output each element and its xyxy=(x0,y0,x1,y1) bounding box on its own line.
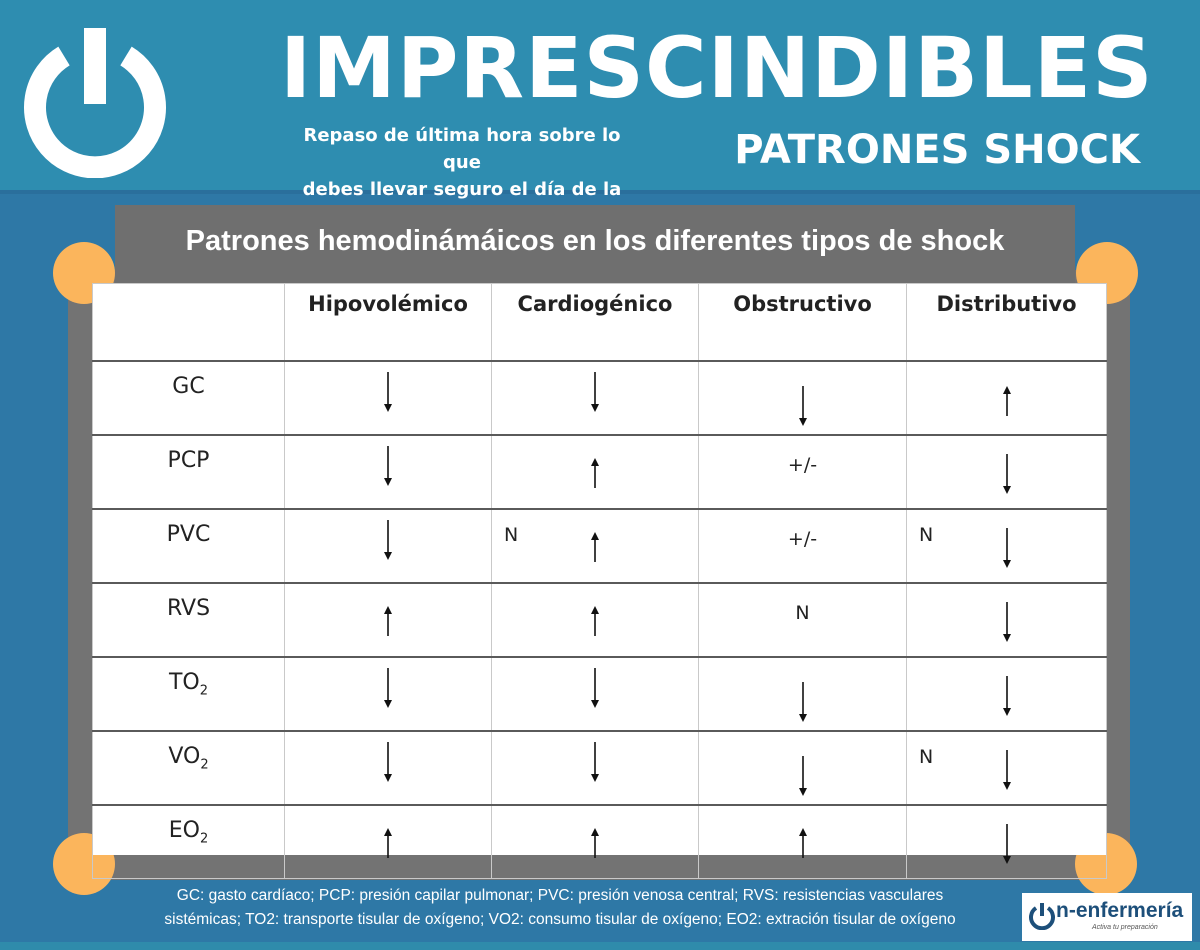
cell-obstructivo xyxy=(699,509,907,583)
row-label-text: PCP xyxy=(167,448,210,473)
cell-obstructivo xyxy=(699,583,907,657)
cell-value: +/- xyxy=(787,528,818,550)
row-label-text: TO xyxy=(168,670,200,695)
cell-cardiogenico xyxy=(492,361,699,435)
shock-patterns-table xyxy=(92,283,1106,855)
arrow-down-icon xyxy=(1001,602,1013,642)
arrow-down-icon xyxy=(589,668,601,708)
cell-value: +/- xyxy=(787,454,818,476)
arrow-up-icon xyxy=(1001,386,1013,416)
row-label-cell xyxy=(93,435,285,509)
cell-distributivo xyxy=(907,805,1107,879)
arrow-down-icon xyxy=(797,682,809,722)
row-label-text: PVC xyxy=(166,522,211,547)
footer-legend xyxy=(100,884,1020,932)
cell-cardiogenico xyxy=(492,731,699,805)
cell-cardiogenico xyxy=(492,657,699,731)
table-banner xyxy=(115,205,1075,283)
cell-distributivo xyxy=(907,435,1107,509)
logo-tagline: Activa tu preparación xyxy=(1092,924,1158,931)
banner-title: Patrones hemodinámáicos en los diferentes tipos de shock xyxy=(185,225,1005,257)
row-label-cell xyxy=(93,361,285,435)
table-header-row xyxy=(93,284,1107,362)
cell-distributivo xyxy=(907,361,1107,435)
cell-cardiogenico xyxy=(492,805,699,879)
cell-hipovolemico xyxy=(285,509,492,583)
arrow-down-icon xyxy=(589,742,601,782)
cell-hipovolemico xyxy=(285,657,492,731)
arrow-down-icon xyxy=(797,386,809,426)
arrow-up-icon xyxy=(589,828,601,858)
subtitle-line-2: debes llevar seguro el día de la xyxy=(302,179,622,200)
arrow-down-icon xyxy=(797,756,809,796)
footer-line-2: sistémicas; TO2: transporte tisular de oxígeno; VO2: consumo tisular de oxígeno; EO2: extración tisular de oxígeno xyxy=(164,911,956,928)
cell-hipovolemico xyxy=(285,583,492,657)
row-label-text: GC xyxy=(172,374,205,399)
table-row xyxy=(93,583,1107,657)
column-header-empty xyxy=(93,284,285,362)
table-row xyxy=(93,361,1107,435)
cell-value: N xyxy=(795,602,810,624)
arrow-up-icon xyxy=(589,606,601,636)
logo-text: n-enfermería xyxy=(1056,899,1184,922)
row-label xyxy=(93,670,284,698)
column-header-cardiogenico: Cardiogénico xyxy=(492,284,699,362)
table-row xyxy=(93,657,1107,731)
table-row xyxy=(93,509,1107,583)
arrow-up-icon xyxy=(589,532,601,562)
column-header-distributivo: Distributivo xyxy=(907,284,1107,362)
normal-marker: N xyxy=(919,746,934,768)
arrow-down-icon xyxy=(1001,824,1013,864)
cell-distributivo xyxy=(907,657,1107,731)
row-label-text: EO xyxy=(168,818,200,843)
arrow-down-icon xyxy=(1001,454,1013,494)
arrow-down-icon xyxy=(382,742,394,782)
arrow-down-icon xyxy=(382,446,394,486)
arrow-down-icon xyxy=(589,372,601,412)
row-label-subscript: 2 xyxy=(199,831,209,847)
row-label xyxy=(93,596,284,621)
table-row xyxy=(93,805,1107,879)
arrow-up-icon xyxy=(382,606,394,636)
arrow-up-icon xyxy=(797,828,809,858)
cell-hipovolemico xyxy=(285,361,492,435)
arrow-down-icon xyxy=(1001,528,1013,568)
table-row xyxy=(93,435,1107,509)
logo-power-icon xyxy=(1028,902,1056,930)
column-header-obstructivo: Obstructivo xyxy=(699,284,907,362)
arrow-down-icon xyxy=(1001,676,1013,716)
arrow-down-icon xyxy=(382,668,394,708)
row-label-subscript: 2 xyxy=(199,683,209,699)
cell-hipovolemico xyxy=(285,435,492,509)
row-label xyxy=(93,522,284,547)
cell-obstructivo xyxy=(699,657,907,731)
table-row xyxy=(93,731,1107,805)
arrow-up-icon xyxy=(589,458,601,488)
cell-obstructivo xyxy=(699,731,907,805)
cell-hipovolemico xyxy=(285,731,492,805)
column-header-hipovolemico: Hipovolémico xyxy=(285,284,492,362)
cell-cardiogenico xyxy=(492,509,699,583)
arrow-down-icon xyxy=(382,520,394,560)
page-title: IMPRESCINDIBLES xyxy=(280,19,1154,117)
arrow-up-icon xyxy=(382,828,394,858)
cell-distributivo xyxy=(907,583,1107,657)
row-label-cell xyxy=(93,657,285,731)
row-label xyxy=(93,448,284,473)
row-label-subscript: 2 xyxy=(200,757,209,773)
row-label xyxy=(93,374,284,399)
cell-cardiogenico xyxy=(492,435,699,509)
row-label xyxy=(93,818,284,846)
bottom-strip xyxy=(0,942,1200,950)
row-label xyxy=(93,744,284,772)
arrow-down-icon xyxy=(382,372,394,412)
topic-heading: PATRONES SHOCK xyxy=(734,127,1140,173)
cell-distributivo xyxy=(907,731,1107,805)
cell-cardiogenico xyxy=(492,583,699,657)
row-label-cell xyxy=(93,731,285,805)
cell-obstructivo xyxy=(699,361,907,435)
cell-obstructivo xyxy=(699,435,907,509)
arrow-down-icon xyxy=(1001,750,1013,790)
row-label-text: VO xyxy=(168,744,201,769)
subtitle-line-1: Repaso de última hora sobre lo que xyxy=(303,125,621,173)
footer-line-1: GC: gasto cardíaco; PCP: presión capilar pulmonar; PVC: presión venosa central; RVS: resistencias vasculares xyxy=(176,887,944,904)
row-label-cell xyxy=(93,509,285,583)
row-label-cell xyxy=(93,805,285,879)
power-icon xyxy=(20,28,170,178)
cell-hipovolemico xyxy=(285,805,492,879)
normal-marker: N xyxy=(919,524,934,546)
row-label-cell xyxy=(93,583,285,657)
brand-logo xyxy=(1022,893,1192,941)
cell-distributivo xyxy=(907,509,1107,583)
normal-marker: N xyxy=(504,524,519,546)
cell-obstructivo xyxy=(699,805,907,879)
row-label-text: RVS xyxy=(166,596,211,621)
